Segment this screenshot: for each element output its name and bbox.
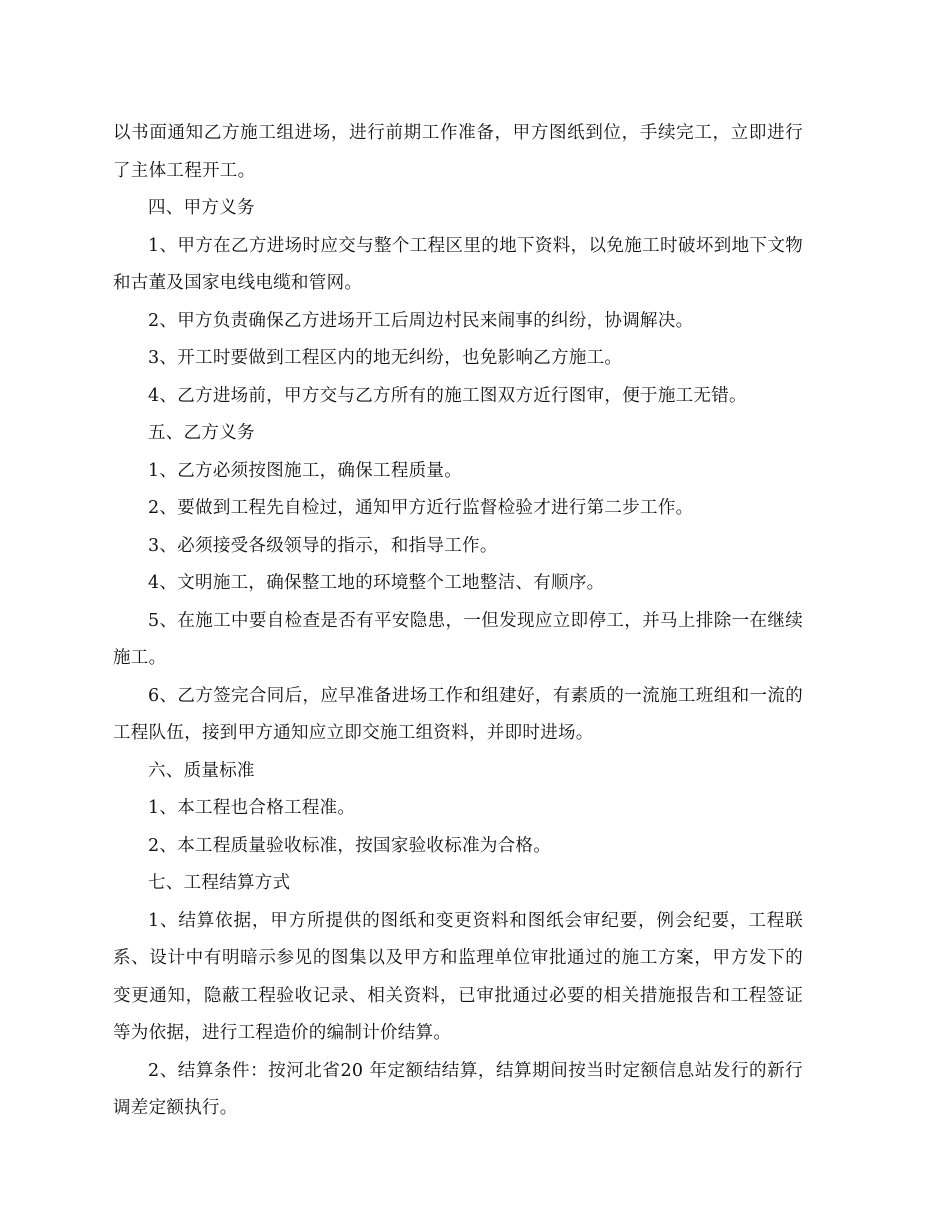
paragraph-5-3: 3、必须接受各级领导的指示，和指导工作。 — [148, 535, 498, 556]
section-heading-5: 五、乙方义务 — [148, 423, 255, 443]
paragraph-4-4: 4、乙方进场前，甲方交与乙方所有的施工图双方近行图审，便于施工无错。 — [148, 385, 747, 406]
paragraph-1: 以书面通知乙方施工组进场，进行前期工作准备，甲方图纸到位，手续完工，立即进行了主体工程开工。 — [113, 123, 803, 181]
section-heading-4: 四、甲方义务 — [148, 198, 255, 218]
paragraph-5-2: 2、要做到工程先自检过，通知甲方近行监督检验才进行第二步工作。 — [148, 498, 694, 518]
section-heading-7: 七、工程结算方式 — [148, 873, 291, 893]
paragraph-6-1: 1、本工程也合格工程准。 — [148, 798, 356, 818]
paragraph-5-6: 6、乙方签完合同后，应早准备进场工作和组建好，有素质的一流施工班组和一流的工程队伍，接到甲方通知应立即交施工组资料，并即时进场。 — [113, 685, 803, 743]
paragraph-4-1: 1、甲方在乙方进场时应交与整个工程区里的地下资料，以免施工时破坏到地下文物和古董及国家电线电缆和管网。 — [113, 235, 803, 293]
paragraph-5-4: 4、文明施工，确保整工地的环境整个工地整洁、有顺序。 — [148, 573, 605, 593]
paragraph-7-1: 1、结算依据，甲方所提供的图纸和变更资料和图纸会审纪要，例会纪要，工程联系、设计中有明暗示参见的图集以及甲方和监理单位审批通过的施工方案，甲方发下的变更通知，隐蔽工程验收记录、相关资料，已审批通过必要的相关措施报告和工程签证等为依据，进行工程造价的编制计价结算。 — [113, 910, 803, 1043]
paragraph-6-2: 2、本工程质量验收标准，按国家验收标准为合格。 — [148, 835, 552, 856]
paragraph-4-2: 2、甲方负责确保乙方进场开工后周边村民来闹事的纠纷，协调解决。 — [148, 310, 694, 331]
paragraph-5-5: 5、在施工中要自检查是否有平安隐患，一但发现应立即停工，并马上排除一在继续施工。 — [113, 610, 803, 668]
paragraph-5-1: 1、乙方必须按图施工，确保工程质量。 — [148, 460, 463, 481]
document-body — [113, 115, 803, 1128]
paragraph-7-2: 2、结算条件：按河北省20 年定额结结算，结算期间按当时定额信息站发行的新行调差定额执行。 — [113, 1060, 803, 1118]
section-heading-6: 六、质量标准 — [148, 760, 255, 781]
paragraph-4-3: 3、开工时要做到工程区内的地无纠纷，也免影响乙方施工。 — [148, 348, 623, 368]
